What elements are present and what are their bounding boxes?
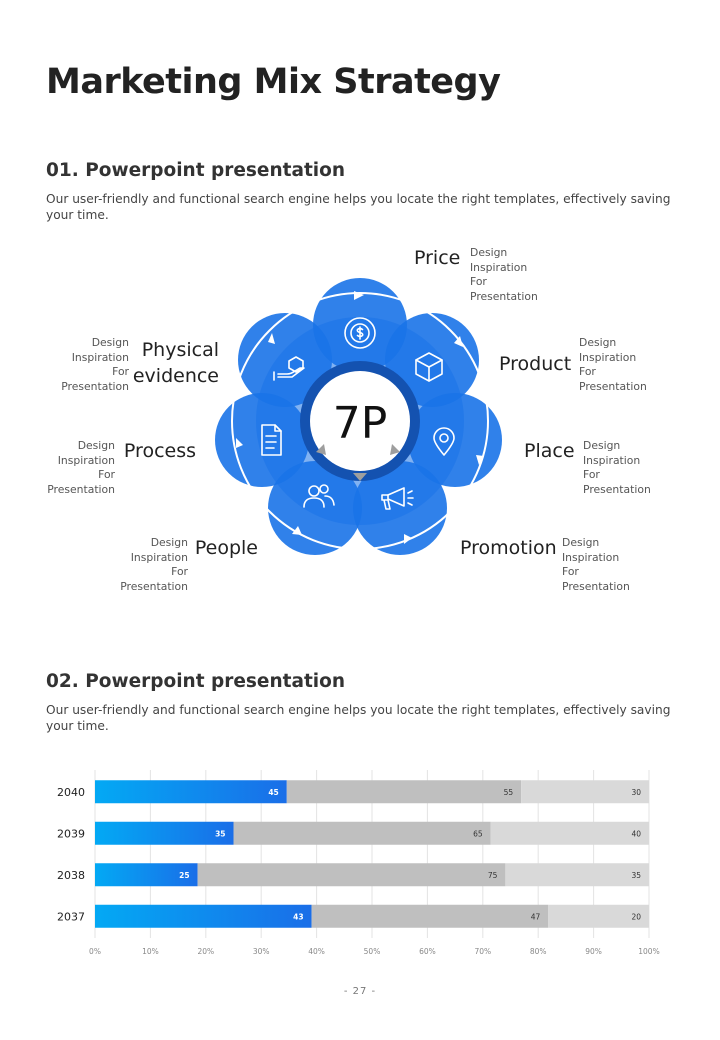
desc-line: Design	[77, 439, 115, 452]
desc-line: Design	[91, 336, 129, 349]
bar-segment	[95, 822, 234, 845]
chart-svg	[0, 760, 720, 960]
desc-line: Inspiration	[71, 350, 129, 364]
x-tick-label: 70%	[474, 947, 492, 956]
desc-line: For	[562, 565, 579, 578]
section-2-description: Our user-friendly and functional search engine helps you locate the right templates, effectively saving your time.	[46, 703, 671, 733]
bar-segment	[234, 822, 491, 845]
label-physical-evidence	[130, 337, 219, 389]
desc-product	[579, 336, 647, 394]
desc-line: Inspiration	[57, 453, 115, 467]
bar-segment	[521, 780, 649, 803]
bar-value-label: 65	[473, 829, 483, 839]
desc-line: Presentation	[47, 482, 115, 496]
label-place: Place	[524, 440, 575, 462]
x-tick-label: 30%	[252, 947, 270, 956]
desc-line: Presentation	[120, 579, 188, 593]
desc-line: Inspiration	[579, 350, 637, 364]
desc-line: Design	[470, 246, 508, 259]
bar-segment	[505, 863, 649, 886]
desc-line: Inspiration	[470, 260, 528, 274]
bar-segment	[491, 822, 649, 845]
desc-line: For	[171, 565, 188, 578]
label-people: People	[194, 537, 258, 559]
x-tick-label: 20%	[197, 947, 215, 956]
bar-value-label: 43	[293, 912, 304, 922]
desc-line: Presentation	[562, 579, 630, 593]
desc-promotion	[562, 536, 630, 594]
y-category-label: 2040	[57, 785, 85, 799]
x-tick-label: 80%	[529, 947, 547, 956]
desc-line: Design	[579, 336, 617, 349]
bar-segment	[312, 905, 549, 928]
section-1-heading: 01. Powerpoint presentation	[46, 160, 346, 181]
desc-line: Presentation	[61, 379, 129, 393]
section-2-heading: 02. Powerpoint presentation	[46, 671, 346, 692]
desc-line: Inspiration	[130, 550, 188, 564]
label-line: evidence	[132, 365, 219, 387]
label-price: Price	[414, 247, 461, 269]
label-process: Process	[123, 440, 196, 462]
desc-line: Inspiration	[583, 453, 641, 467]
bar-value-label: 30	[631, 787, 641, 797]
desc-place	[583, 439, 651, 497]
stacked-bar-chart	[0, 760, 720, 960]
x-tick-label: 10%	[142, 947, 159, 956]
desc-line: Presentation	[579, 379, 647, 393]
desc-line: Design	[583, 439, 621, 452]
desc-line: For	[470, 275, 487, 288]
desc-line: Inspiration	[562, 550, 620, 564]
x-tick-label: 50%	[363, 947, 381, 956]
desc-people	[108, 536, 188, 594]
label-promotion: Promotion	[460, 537, 557, 559]
desc-process	[30, 439, 115, 497]
bar-value-label: 35	[215, 829, 226, 839]
bar-segment	[198, 863, 506, 886]
bar-value-label: 35	[631, 870, 641, 880]
label-product: Product	[499, 353, 572, 375]
y-category-label: 2039	[57, 827, 85, 841]
x-tick-label: 60%	[419, 947, 436, 956]
bar-value-label: 75	[487, 870, 498, 880]
x-tick-label: 0%	[89, 947, 101, 956]
desc-physical-evidence	[44, 336, 129, 394]
desc-line: Presentation	[470, 289, 538, 303]
section-1-description: Our user-friendly and functional search engine helps you locate the right templates, effectively saving your time.	[46, 192, 671, 222]
y-category-label: 2037	[57, 910, 85, 924]
x-tick-label: 90%	[585, 947, 602, 956]
x-tick-label: 100%	[638, 947, 660, 956]
label-line: Physical	[141, 339, 219, 361]
desc-line: For	[112, 365, 129, 378]
bar-segment	[287, 780, 521, 803]
page-title: Marketing Mix Strategy	[46, 62, 501, 102]
page-number: - 27 -	[343, 986, 377, 997]
desc-line: For	[579, 365, 596, 378]
bar-value-label: 25	[179, 870, 190, 880]
desc-price	[470, 246, 538, 304]
bar-segment	[95, 780, 287, 803]
bar-value-label: 45	[268, 787, 279, 797]
desc-line: For	[98, 468, 115, 481]
center-label: 7P	[332, 398, 388, 449]
y-category-label: 2038	[57, 868, 85, 882]
bar-value-label: 55	[503, 787, 514, 797]
bar-segment	[95, 905, 312, 928]
desc-line: Presentation	[583, 482, 651, 496]
desc-line: Design	[150, 536, 188, 549]
x-tick-label: 40%	[308, 947, 325, 956]
bar-value-label: 40	[631, 829, 641, 839]
desc-line: Design	[562, 536, 600, 549]
desc-line: For	[583, 468, 600, 481]
bar-value-label: 20	[631, 912, 641, 922]
bar-value-label: 47	[530, 912, 541, 922]
